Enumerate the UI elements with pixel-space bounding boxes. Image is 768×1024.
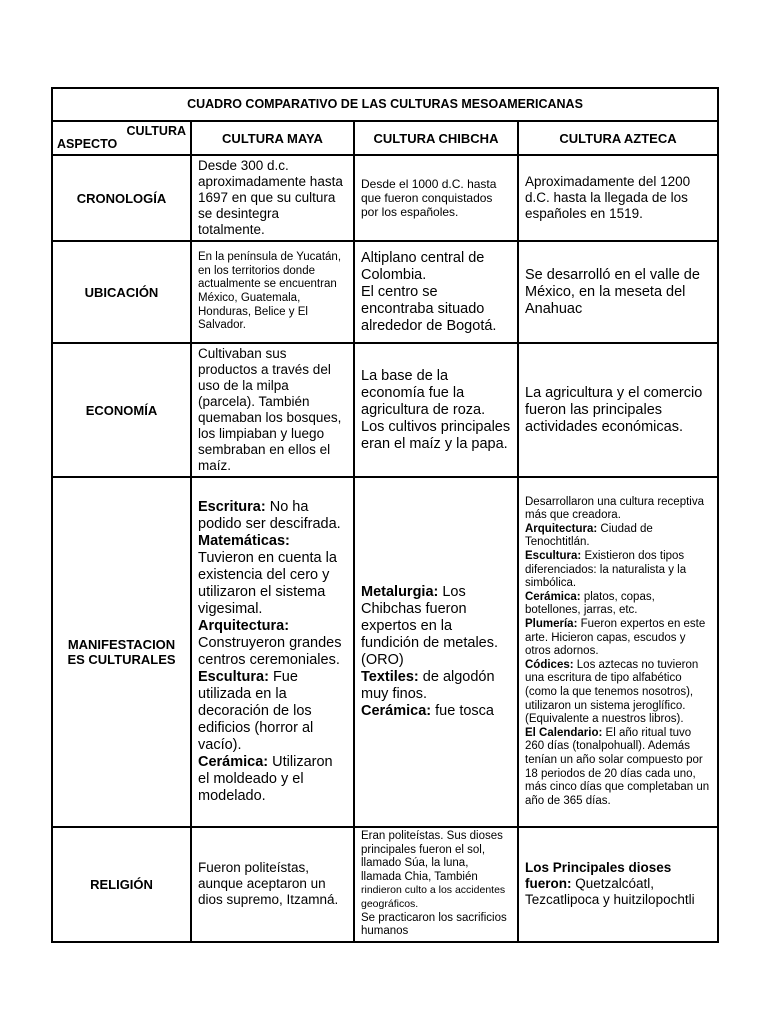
maya-item <box>198 669 347 754</box>
azteca-item-value: Ciudad de Tenochtitlán. <box>525 522 653 549</box>
cell-azteca-manifestaciones <box>518 477 718 827</box>
azteca-item-value: Fueron expertos en este arte. Hicieron capas, escudos y otros adornos. <box>525 618 706 658</box>
maya-item-value: Tuvieron en cuenta la existencia del cero y utilizaron el sistema vigesimal. <box>198 550 337 617</box>
row-label-manifestaciones: MANIFESTACION ES CULTURALES <box>52 477 191 827</box>
maya-item <box>198 499 347 533</box>
chibcha-item-key: Metalurgia: <box>361 584 439 600</box>
maya-item <box>198 533 347 618</box>
chibcha-item <box>361 703 511 720</box>
corner-cultura: CULTURA <box>126 124 186 138</box>
chibcha-religion-part-3: Se practicaron los sacrificios humanos <box>361 911 507 938</box>
cell-maya-manifestaciones <box>191 477 354 827</box>
maya-item-key: Matemáticas: <box>198 533 290 549</box>
chibcha-item-key: Cerámica: <box>361 703 432 719</box>
azteca-item-value: El año ritual tuvo 260 días (tonalpohuall). Además tenían un año solar compuesto por 18 periodos de 20 días cada uno, más cinco días que completaban un año de 365 días. <box>525 726 710 807</box>
maya-item-key: Arquitectura: <box>198 618 290 634</box>
azteca-item-value: Los aztecas no tuvieron una escritura de tipo alfabético (como la que tenemos nosotros), utilizaron un sistema jeroglífico. (Equivalente a nuestros libros). <box>525 658 699 726</box>
cell-chibcha-ubicacion <box>354 241 518 343</box>
chibcha-religion-part-2: rindieron culto a los accidentes geográficos. <box>361 884 506 910</box>
cell-chibcha-religion <box>354 827 518 942</box>
maya-item <box>198 754 347 805</box>
azteca-item-key: Cerámica: <box>525 590 581 603</box>
azteca-item-key: Plumería: <box>525 618 578 631</box>
azteca-item-value: Existieron dos tipos diferenciados: la naturalista y la simbólica. <box>525 550 687 590</box>
maya-item-key: Escritura: <box>198 499 266 515</box>
cell-chibcha-manifestaciones <box>354 477 518 827</box>
maya-item-value: Fue utilizada en la decoración de los edificios (horror al vacío). <box>198 669 314 753</box>
cell-maya-economia: Cultivaban sus productos a través del uso de la milpa (parcela). También quemaban los bosques, los limpiaban y luego sembraban en ellos el maíz. <box>191 343 354 477</box>
row-label-cronologia: CRONOLOGÍA <box>52 155 191 241</box>
maya-item-key: Cerámica: <box>198 754 269 770</box>
cell-chibcha-cronologia: Desde el 1000 d.C. hasta que fueron conquistados por los españoles. <box>354 155 518 241</box>
cell-maya-religion: Fueron politeístas, aunque aceptaron un dios supremo, Itzamná. <box>191 827 354 942</box>
azteca-item <box>525 659 711 727</box>
chibcha-item-value: de algodón muy finos. <box>361 669 495 702</box>
chibcha-item-value: Los Chibchas fueron expertos en la fundición de metales. (ORO) <box>361 584 499 668</box>
azteca-item-key: Códices: <box>525 658 574 671</box>
azteca-religion-value: Quetzalcóatl, Tezcatlipoca y huitzilopochtli <box>525 876 695 908</box>
cell-maya-ubicacion: En la península de Yucatán, en los territorios donde actualmente se encuentran México, Guatemala, Honduras, Belice y El Salvador. <box>191 241 354 343</box>
cell-azteca-economia: La agricultura y el comercio fueron las principales actividades económicas. <box>518 343 718 477</box>
azteca-item-key: Escultura: <box>525 550 582 563</box>
cell-azteca-religion <box>518 827 718 942</box>
chibcha-item-value: fue tosca <box>431 703 494 719</box>
maya-item-value: Construyeron grandes centros ceremoniales. <box>198 635 342 668</box>
azteca-item <box>525 618 711 659</box>
cell-chibcha-economia: La base de la economía fue la agricultura de roza. Los cultivos principales eran el maíz y la papa. <box>354 343 518 477</box>
corner-header <box>52 121 191 155</box>
header-maya: CULTURA MAYA <box>191 121 354 155</box>
chibcha-ubicacion-line-1: Altiplano central de Colombia. <box>361 249 485 283</box>
maya-item-key: Escultura: <box>198 669 269 685</box>
row-label-economia: ECONOMÍA <box>52 343 191 477</box>
chibcha-item <box>361 669 511 703</box>
chibcha-item <box>361 584 511 669</box>
maya-item-value: Utilizaron el moldeado y el modelado. <box>198 754 333 804</box>
azteca-item-key: El Calendario: <box>525 726 603 739</box>
chibcha-ubicacion-line-2: El centro se encontraba situado alrededor de Bogotá. <box>361 283 497 334</box>
cell-maya-cronologia: Desde 300 d.c. aproximadamente hasta 1697 en que su cultura se desintegra totalmente. <box>191 155 354 241</box>
header-azteca: CULTURA AZTECA <box>518 121 718 155</box>
azteca-intro: Desarrollaron una cultura receptiva más que creadora. <box>525 495 704 522</box>
maya-item <box>198 618 347 669</box>
cell-azteca-cronologia: Aproximadamente del 1200 d.C. hasta la llegada de los españoles en 1519. <box>518 155 718 241</box>
azteca-item <box>525 523 711 550</box>
row-label-religion: RELIGIÓN <box>52 827 191 942</box>
chibcha-item-key: Textiles: <box>361 669 419 685</box>
comparative-table <box>51 87 719 943</box>
table-title: CUADRO COMPARATIVO DE LAS CULTURAS MESOAMERICANAS <box>52 88 718 121</box>
corner-aspecto: ASPECTO <box>57 137 118 151</box>
azteca-religion-key: Los Principales dioses fueron: <box>525 860 672 892</box>
azteca-item-key: Arquitectura: <box>525 522 598 535</box>
azteca-item <box>525 727 711 809</box>
row-label-ubicacion: UBICACIÓN <box>52 241 191 343</box>
azteca-item-value: platos, copas, botellones, jarras, etc. <box>525 590 655 617</box>
chibcha-religion-part-1: Eran politeístas. Sus dioses principales fueron el sol, llamado Súa, la luna, llamada Chia, También <box>361 830 503 883</box>
header-chibcha: CULTURA CHIBCHA <box>354 121 518 155</box>
azteca-item <box>525 550 711 591</box>
azteca-item <box>525 591 711 618</box>
cell-azteca-ubicacion: Se desarrolló en el valle de México, en la meseta del Anahuac <box>518 241 718 343</box>
maya-item-value: No ha podido ser descifrada. <box>198 499 341 532</box>
